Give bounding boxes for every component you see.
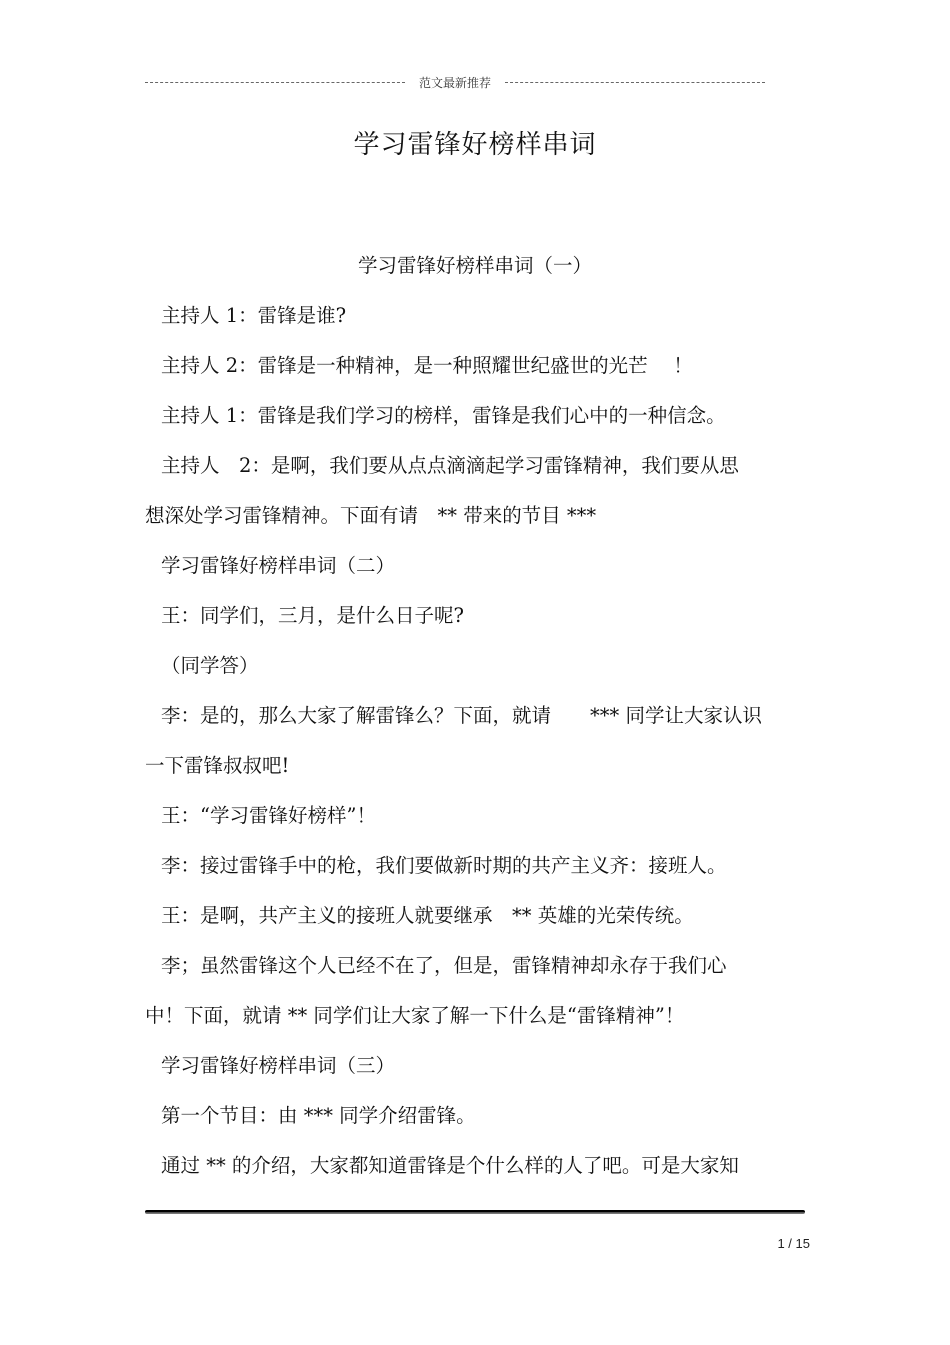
text-line: 王：“学习雷锋好榜样”！ bbox=[161, 804, 376, 827]
text-line: 主持人 1：雷锋是谁? bbox=[161, 304, 347, 327]
text-line: 学习雷锋好榜样串词（二） bbox=[161, 554, 396, 577]
text-line: 一下雷锋叔叔吧! bbox=[145, 754, 290, 777]
header-label: 范文最新推荐 bbox=[419, 75, 492, 90]
text-line: （同学答） bbox=[161, 654, 259, 677]
text-line: 王：同学们，三月，是什么日子呢? bbox=[161, 604, 464, 627]
text-line: 主持人 2：雷锋是一种精神，是一种照耀世纪盛世的光芒 ！ bbox=[161, 354, 693, 377]
text-line: 想深处学习雷锋精神。下面有请 ** 带来的节目 *** bbox=[145, 504, 597, 527]
text-line: 学习雷锋好榜样串词（一） bbox=[357, 254, 592, 277]
text-line: 李；虽然雷锋这个人已经不在了，但是，雷锋精神却永存于我们心 bbox=[161, 954, 727, 977]
header-rule-left bbox=[145, 82, 405, 83]
text-line: 李：是的，那么大家了解雷锋么？下面，就请 *** 同学让大家认识 bbox=[161, 704, 762, 727]
text-line: 通过 ** 的介绍，大家都知道雷锋是个什么样的人了吧。可是大家知 bbox=[161, 1154, 739, 1177]
text-line: 李：接过雷锋手中的枪，我们要做新时期的共产主义齐：接班人。 bbox=[161, 854, 727, 877]
text-line: 第一个节目：由 *** 同学介绍雷锋。 bbox=[161, 1104, 476, 1127]
footer-rule bbox=[145, 1210, 805, 1214]
text-line: 学习雷锋好榜样串词（三） bbox=[161, 1054, 396, 1077]
text-line: 王：是啊，共产主义的接班人就要继承 ** 英雄的光荣传统。 bbox=[161, 904, 694, 927]
text-line: 主持人 1：雷锋是我们学习的榜样，雷锋是我们心中的一种信念。 bbox=[161, 404, 726, 427]
document-title: 学习雷锋好榜样串词 bbox=[353, 130, 597, 160]
text-line: 中！下面，就请 ** 同学们让大家了解一下什么是“雷锋精神”！ bbox=[145, 1004, 685, 1027]
header-rule-right bbox=[505, 82, 765, 83]
text-line: 主持人 2：是啊，我们要从点点滴滴起学习雷锋精神，我们要从思 bbox=[161, 454, 739, 477]
page-number: 1 / 15 bbox=[777, 1236, 810, 1251]
document-body bbox=[145, 247, 805, 1197]
page-header bbox=[145, 72, 765, 92]
